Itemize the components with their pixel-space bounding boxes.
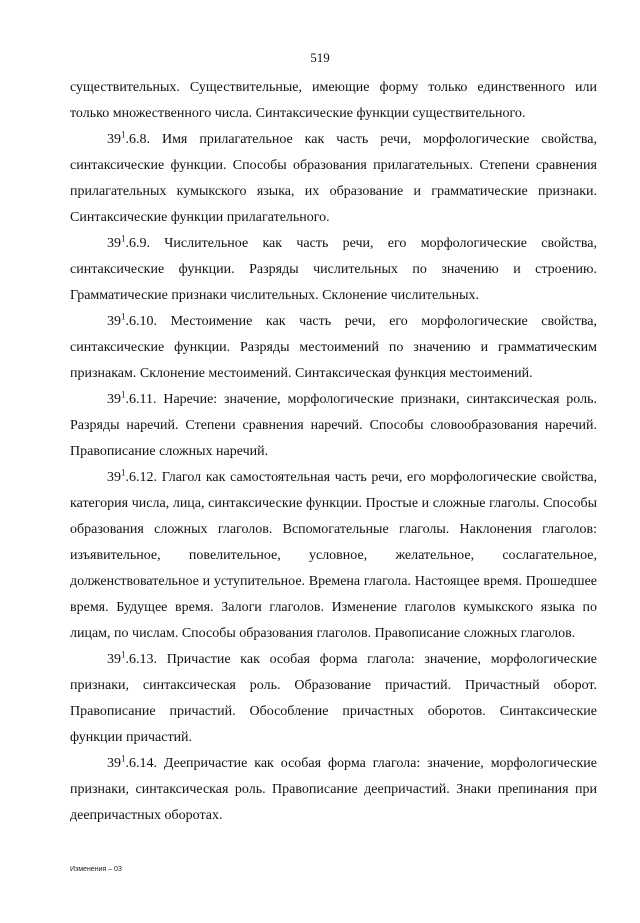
section-number: 39 (107, 470, 121, 485)
paragraph-text: Имя прилагательное как часть речи, морфологические свойства, синтаксические функции. Способы образования прилагательных. Степени сравнения прилагательных кумыкского языка, их образование и грамматические признаки. Синтаксические функции прилагательного. (70, 132, 597, 225)
section-superscript: 1 (121, 467, 126, 478)
document-body (70, 75, 597, 829)
paragraph-section-6-8 (70, 127, 597, 231)
section-number: 39 (107, 652, 121, 667)
paragraph-section-6-11 (70, 387, 597, 465)
paragraph-text: Деепричастие как особая форма глагола: значение, морфологические признаки, синтаксическая роль. Правописание деепричастий. Знаки препинания при деепричастных оборотах. (70, 756, 597, 823)
paragraph-continuation (70, 75, 597, 127)
section-number: 39 (107, 236, 121, 251)
section-superscript: 1 (121, 233, 126, 244)
section-superscript: 1 (121, 311, 126, 322)
section-suffix: .6.9. (125, 236, 150, 251)
paragraph-text: Причастие как особая форма глагола: значение, морфологические признаки, синтаксическая роль. Образование причастий. Причастный оборот. Правописание причастий. Обособление причастных оборотов. Синтаксические функции причастий. (70, 652, 597, 745)
section-suffix: .6.13. (125, 652, 157, 667)
section-superscript: 1 (121, 129, 126, 140)
section-superscript: 1 (121, 649, 126, 660)
section-suffix: .6.14. (125, 756, 157, 771)
paragraph-section-6-10 (70, 309, 597, 387)
paragraph-text: Числительное как часть речи, его морфологические свойства, синтаксические функции. Разряды числительных по значению и строению. Грамматические признаки числительных. Склонение числительных. (70, 236, 597, 303)
paragraph-section-6-9 (70, 231, 597, 309)
section-superscript: 1 (121, 753, 126, 764)
section-suffix: .6.10. (125, 314, 157, 329)
section-number: 39 (107, 314, 121, 329)
paragraph-text: Местоимение как часть речи, его морфологические свойства, синтаксические функции. Разряды местоимений по значению и грамматическим признакам. Склонение местоимений. Синтаксическая функция местоимений. (70, 314, 597, 381)
paragraph-text: существительных. Существительные, имеющие форму только единственного или только множественного числа. Синтаксические функции существительного. (70, 80, 597, 121)
section-number: 39 (107, 132, 121, 147)
paragraph-text: Наречие: значение, морфологические признаки, синтаксическая роль. Разряды наречий. Степени сравнения наречий. Способы словообразования наречий. Правописание сложных наречий. (70, 392, 597, 459)
section-number: 39 (107, 756, 121, 771)
section-suffix: .6.12. (125, 470, 157, 485)
section-superscript: 1 (121, 389, 126, 400)
page-number: 519 (310, 50, 330, 65)
section-suffix: .6.11. (125, 392, 157, 407)
paragraph-text: Глагол как самостоятельная часть речи, его морфологические свойства, категория числа, лица, синтаксические функции. Простые и сложные глаголы. Способы образования сложных глаголов. Вспомогательные глаголы. Наклонения глаголов: изъявительное, повелительное, условное, желательное, сослагательное, долженствовательное и уступительное. Времена глагола. Настоящее время. Прошедшее время. Будущее время. Залоги глаголов. Изменение глаголов кумыкского языка по лицам, по числам. Способы образования глаголов. Правописание сложных глаголов. (70, 470, 597, 641)
revision-note: Изменения – 03 (70, 866, 122, 873)
paragraph-section-6-13 (70, 647, 597, 751)
paragraph-section-6-14 (70, 751, 597, 829)
section-suffix: .6.8. (125, 132, 150, 147)
paragraph-section-6-12 (70, 465, 597, 647)
section-number: 39 (107, 392, 121, 407)
